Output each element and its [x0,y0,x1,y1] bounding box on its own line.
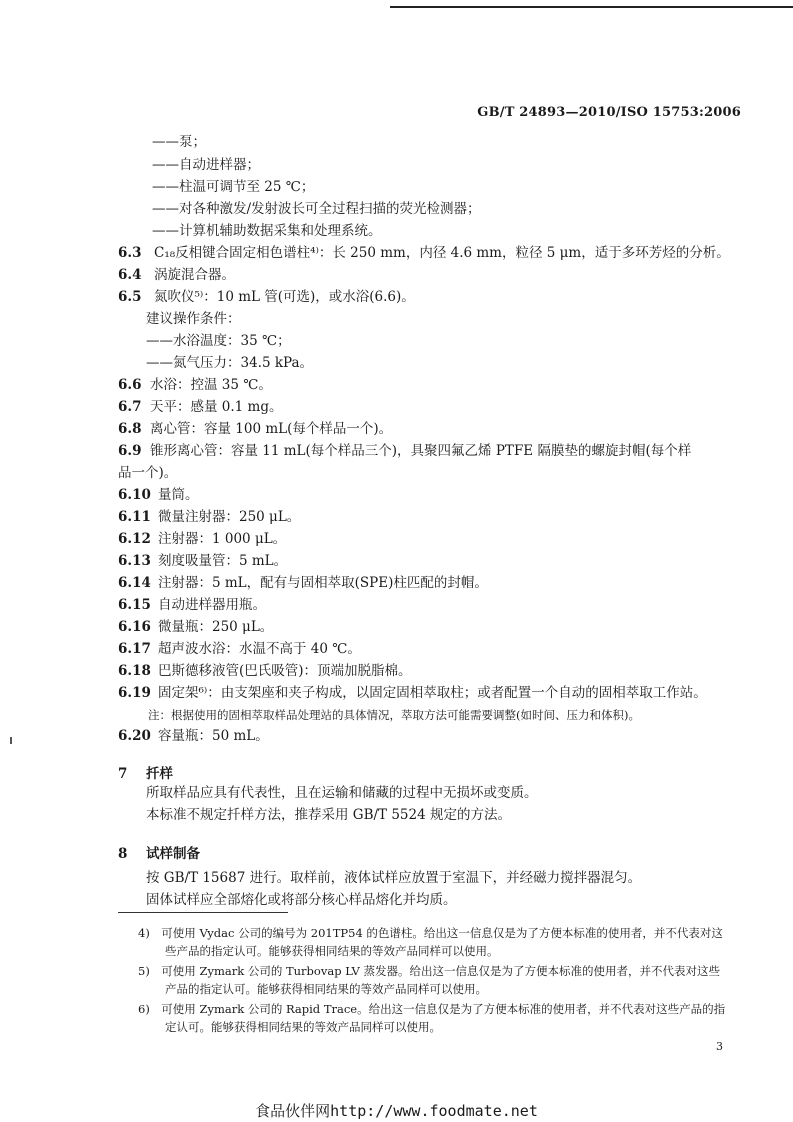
paragraph: 按 GB/T 15687 进行。取样前，液体试样应放置于室温下，并经磁力搅拌器混匀。 [146,870,642,886]
footnote: 定认可。能够获得相同结果的等效产品同样可以使用。 [165,1020,441,1034]
clause-6-16: 6.16 微量瓶：250 μL。 [118,619,274,635]
clause-6-11: 6.11 微量注射器：250 μL。 [118,509,301,525]
section-8-heading [118,842,200,862]
standard-number-header: GB/T 24893—2010/ISO 15753:2006 [477,105,741,120]
clause-6-15: 6.15 自动进样器用瓶。 [118,597,266,613]
footnote: 些产品的指定认可。能够获得相同结果的等效产品同样可以使用。 [165,944,499,958]
list-item: ——氮气压力：34.5 kPa。 [146,355,314,371]
list-item: ——泵； [152,134,206,150]
clause-6-18: 6.18 巴斯德移液管(巴氏吸管)：顶端加脱脂棉。 [118,663,412,679]
clause-6-9: 6.9 锥形离心管：容量 11 mL(每个样品三个)，具聚四氟乙烯 PTFE 隔膜垫的螺旋封帽(每个样 [118,443,692,459]
footnote: 产品的指定认可。能够获得相同结果的等效产品同样可以使用。 [165,982,487,996]
clause-6-6: 6.6 水浴：控温 35 ℃。 [118,377,272,393]
section-number: 8 [118,846,128,862]
list-item: ——对各种激发/发射波长可全过程扫描的荧光检测器； [152,201,481,217]
footnote: 5) 可使用 Zymark 公司的 Turbovap LV 蒸发器。给出这一信息仅是为了方便本标准的使用者，并不代表对这些 [138,964,720,978]
list-item: 品一个)。 [118,465,178,481]
clause-6-17: 6.17 超声波水浴：水温不高于 40 ℃。 [118,641,361,657]
list-item: ——计算机辅助数据采集和处理系统。 [152,223,382,239]
page-number: 3 [716,1040,723,1053]
footer-watermark-link[interactable]: 食品伙伴网http://www.foodmate.net [255,1102,538,1120]
scan-mark [10,737,12,744]
clause-6-12: 6.12 注射器：1 000 μL。 [118,531,287,547]
clause-6-3: 6.3 C₁₈反相键合固定相色谱柱⁴⁾：长 250 mm，内径 4.6 mm，粒径 5 μm，适于多环芳烃的分析。 [118,245,730,261]
top-border-line [390,6,793,8]
clause-6-5: 6.5 氮吹仪⁵⁾：10 mL 管(可选)，或水浴(6.6)。 [118,289,415,305]
clause-6-4: 6.4 涡旋混合器。 [118,267,235,283]
clause-6-19: 6.19 固定架⁶⁾：由支架座和夹子构成，以固定固相萃取柱；或者配置一个自动的固相萃取工作站。 [118,685,707,701]
section-7-heading [118,762,173,782]
list-item: 建议操作条件： [146,311,241,327]
list-item: ——水浴温度：35 ℃； [146,333,291,349]
clause-6-20: 6.20 容量瓶：50 mL。 [118,728,269,744]
section-title: 扦样 [146,766,173,782]
list-item: ——自动进样器； [152,157,260,173]
clause-6-13: 6.13 刻度吸量管：5 mL。 [118,553,288,569]
paragraph: 所取样品应具有代表性，且在运输和储藏的过程中无损坏或变质。 [146,785,538,801]
clause-6-14: 6.14 注射器：5 mL，配有与固相萃取(SPE)柱匹配的封帽。 [118,575,488,591]
section-number: 7 [118,766,128,782]
paragraph: 本标准不规定扦样方法，推荐采用 GB/T 5524 规定的方法。 [146,807,511,823]
clause-6-7: 6.7 天平：感量 0.1 mg。 [118,399,283,415]
footnote: 6) 可使用 Zymark 公司的 Rapid Trace。给出这一信息仅是为了方便本标准的使用者，并不代表对这些产品的指 [138,1002,726,1016]
clause-6-10: 6.10 量筒。 [118,487,199,503]
list-item: ——柱温可调节至 25 ℃； [152,179,315,195]
clause-6-8: 6.8 离心管：容量 100 mL(每个样品一个)。 [118,421,393,437]
paragraph: 固体试样应全部熔化或将部分核心样品熔化并均质。 [146,892,457,908]
footnote-rule [118,912,288,913]
section-title: 试样制备 [146,846,200,862]
note-text: 注：根据使用的固相萃取样品处理站的具体情况，萃取方法可能需要调整(如时间、压力和体积)。 [148,708,640,722]
footnote: 4) 可使用 Vydac 公司的编号为 201TP54 的色谱柱。给出这一信息仅是为了方便本标准的使用者，并不代表对这 [138,926,723,940]
